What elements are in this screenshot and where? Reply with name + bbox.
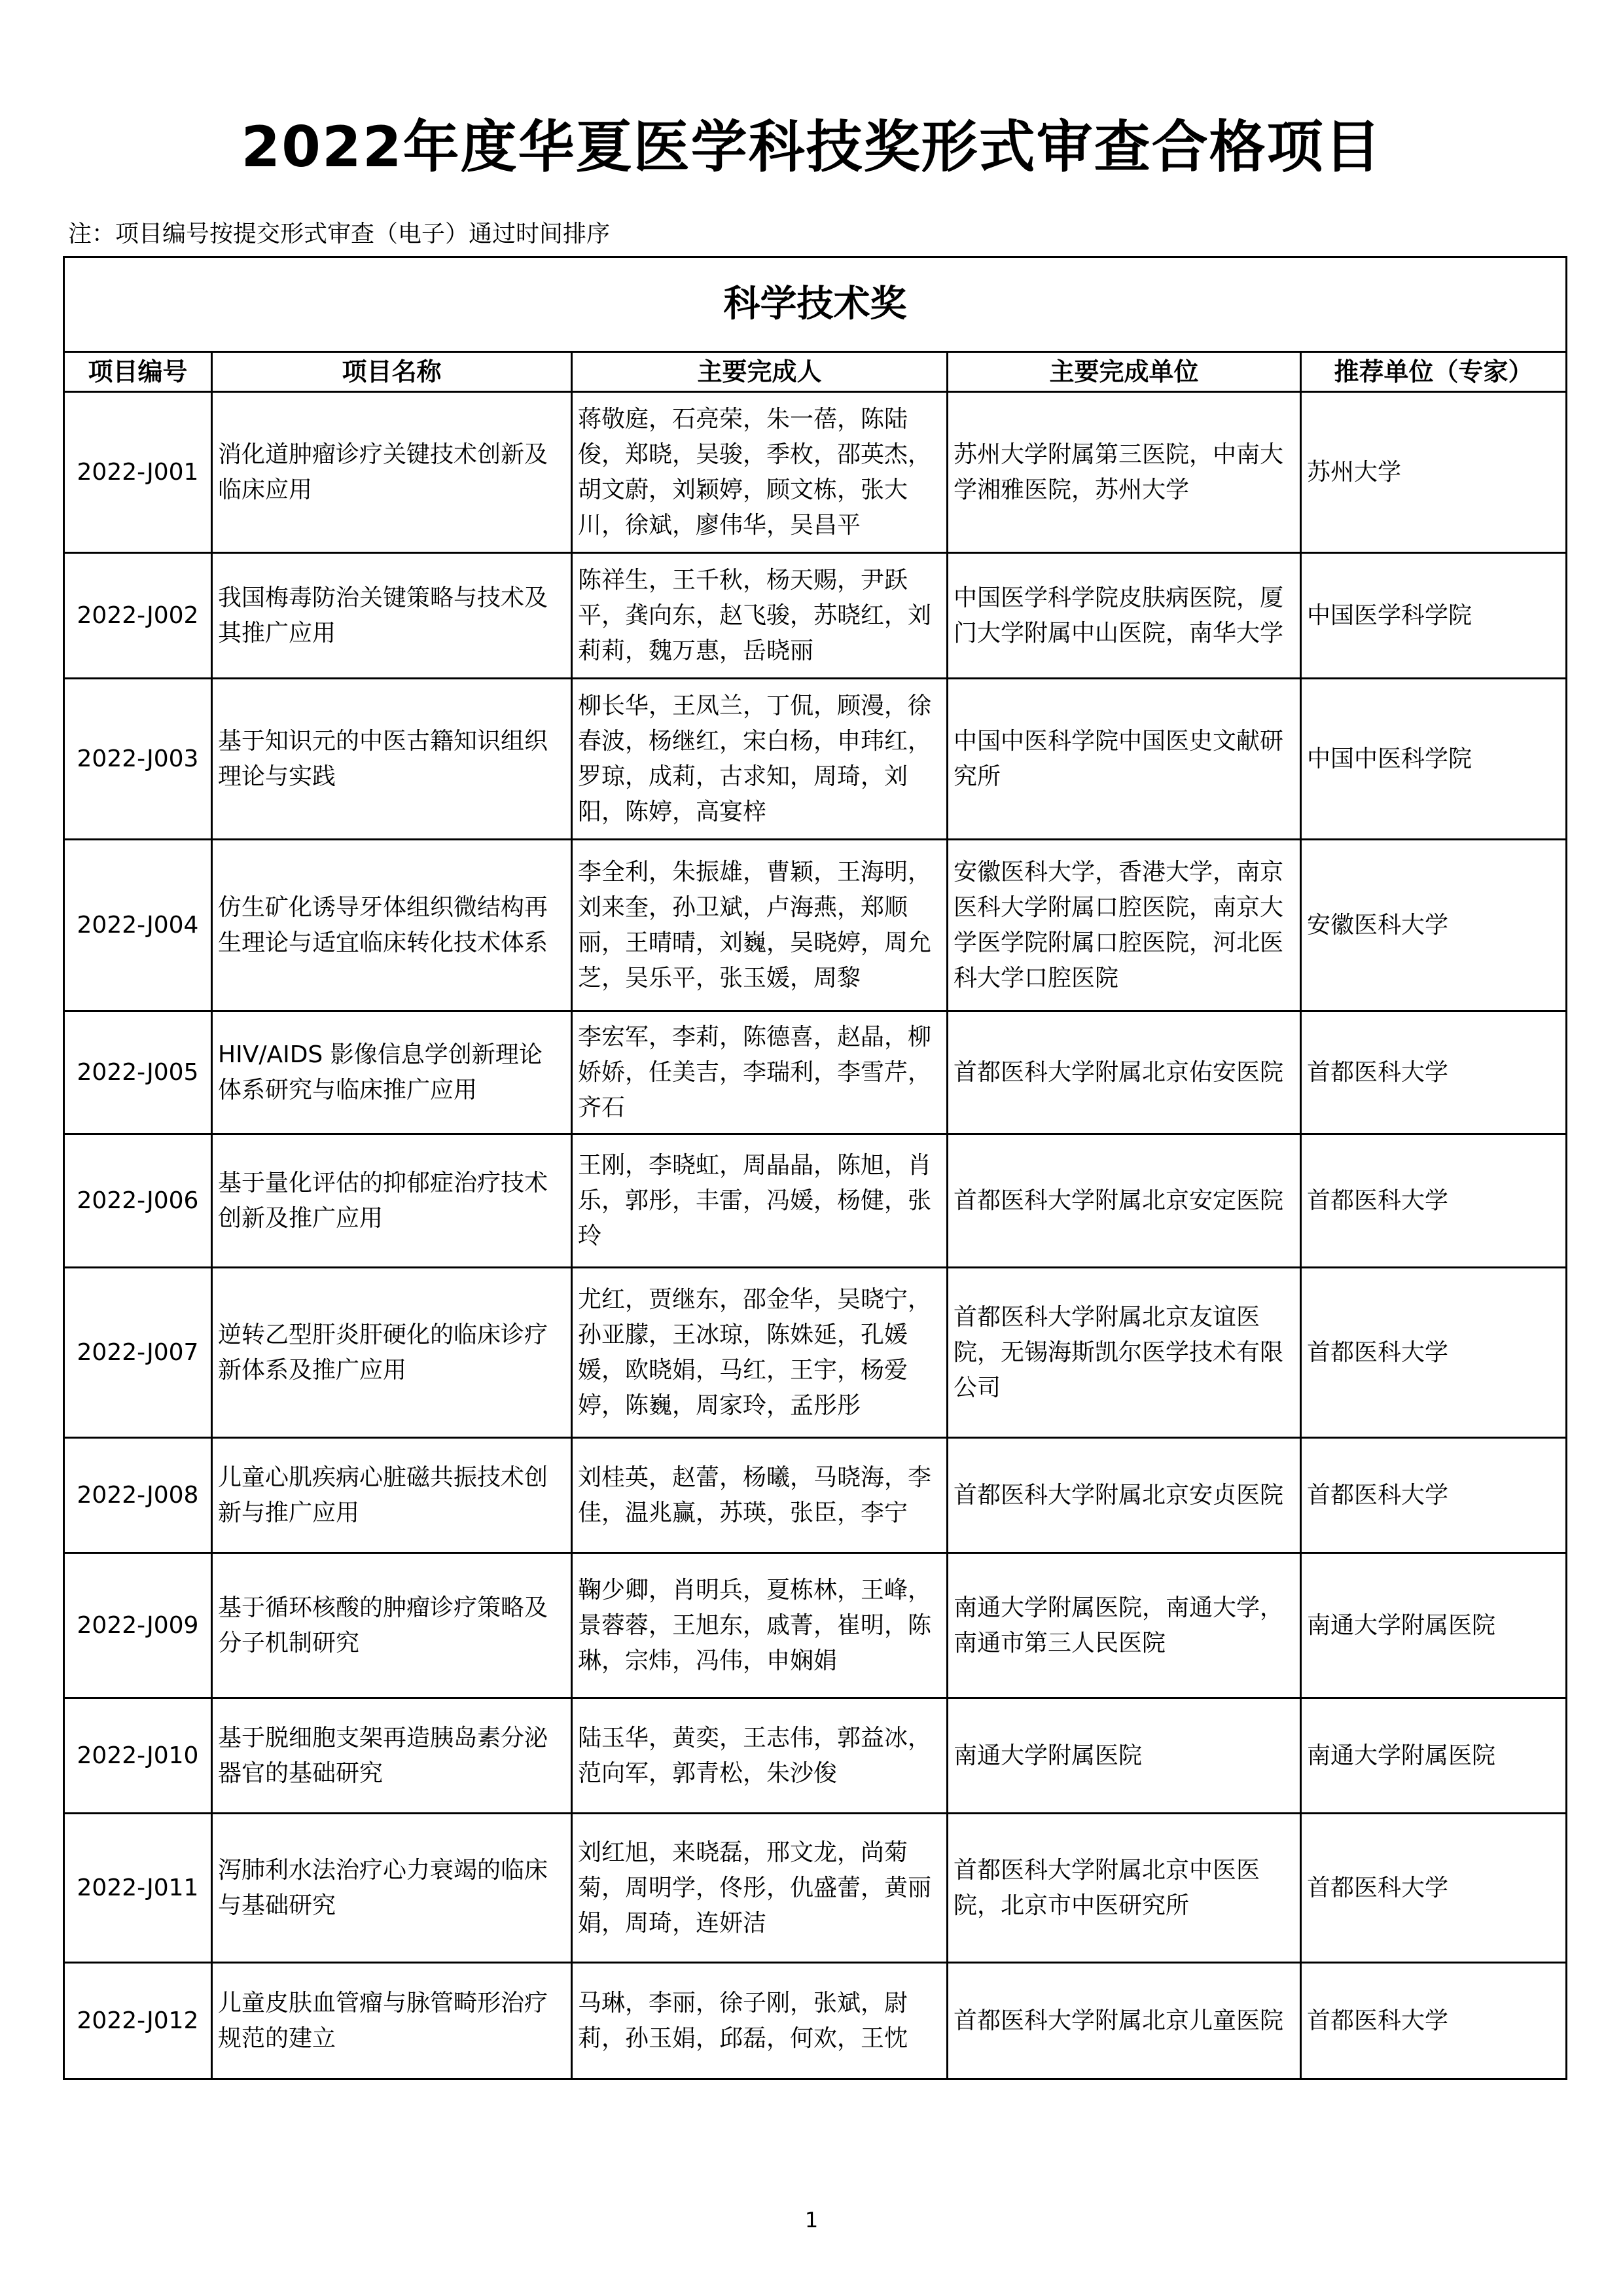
project-id: 2022-J008 <box>64 1438 212 1553</box>
recommender: 首都医科大学 <box>1301 1011 1567 1134</box>
project-id: 2022-J001 <box>64 392 212 553</box>
project-id: 2022-J012 <box>64 1963 212 2079</box>
project-id: 2022-J006 <box>64 1134 212 1268</box>
main-units: 首都医科大学附属北京佑安医院 <box>948 1011 1301 1134</box>
table-row <box>64 1963 1567 2079</box>
project-id: 2022-J004 <box>64 840 212 1011</box>
main-people: 陆玉华，黄奕，王志伟，郭益冰，范向军，郭青松，朱沙俊 <box>572 1698 948 1814</box>
main-units: 首都医科大学附属北京友谊医院，无锡海斯凯尔医学技术有限公司 <box>948 1268 1301 1438</box>
table-row <box>64 840 1567 1011</box>
col-header-id: 项目编号 <box>64 352 212 392</box>
main-people: 刘红旭，来晓磊，邢文龙，尚菊菊，周明学，佟彤，仇盛蕾，黄丽娟，周琦，连妍洁 <box>572 1814 948 1963</box>
project-name: 基于循环核酸的肿瘤诊疗策略及分子机制研究 <box>212 1553 572 1698</box>
recommender: 安徽医科大学 <box>1301 840 1567 1011</box>
table-row <box>64 392 1567 553</box>
table-row <box>64 1134 1567 1268</box>
main-units: 南通大学附属医院 <box>948 1698 1301 1814</box>
col-header-name: 项目名称 <box>212 352 572 392</box>
main-people: 刘桂英，赵蕾，杨曦，马晓海，李佳，温兆赢，苏瑛，张臣，李宁 <box>572 1438 948 1553</box>
main-people: 柳长华，王凤兰，丁侃，顾漫，徐春波，杨继红，宋白杨，申玮红，罗琼，成莉，古求知，周琦，刘阳，陈婷，高宴梓 <box>572 679 948 840</box>
main-units: 首都医科大学附属北京儿童医院 <box>948 1963 1301 2079</box>
recommender: 苏州大学 <box>1301 392 1567 553</box>
table-row <box>64 1698 1567 1814</box>
project-id: 2022-J005 <box>64 1011 212 1134</box>
main-people: 李宏军，李莉，陈德喜，赵晶，柳娇娇，任美吉，李瑞利，李雪芹，齐石 <box>572 1011 948 1134</box>
recommender: 首都医科大学 <box>1301 1814 1567 1963</box>
project-id: 2022-J009 <box>64 1553 212 1698</box>
project-id: 2022-J011 <box>64 1814 212 1963</box>
recommender: 中国中医科学院 <box>1301 679 1567 840</box>
main-units: 首都医科大学附属北京中医医院，北京市中医研究所 <box>948 1814 1301 1963</box>
table-row <box>64 679 1567 840</box>
page-title: 2022年度华夏医学科技奖形式审查合格项目 <box>241 115 1382 180</box>
project-name: 我国梅毒防治关键策略与技术及其推广应用 <box>212 553 572 679</box>
main-people: 李全利，朱振雄，曹颖，王海明，刘来奎，孙卫斌，卢海燕，郑顺丽，王晴晴，刘巍，吴晓婷，周允芝，吴乐平，张玉媛，周黎 <box>572 840 948 1011</box>
project-name: 基于知识元的中医古籍知识组织理论与实践 <box>212 679 572 840</box>
main-units: 中国中医科学院中国医史文献研究所 <box>948 679 1301 840</box>
col-header-recommender: 推荐单位（专家） <box>1301 352 1567 392</box>
project-id: 2022-J002 <box>64 553 212 679</box>
project-name: 仿生矿化诱导牙体组织微结构再生理论与适宜临床转化技术体系 <box>212 840 572 1011</box>
col-header-units: 主要完成单位 <box>948 352 1301 392</box>
recommender: 南通大学附属医院 <box>1301 1553 1567 1698</box>
main-units: 安徽医科大学，香港大学，南京医科大学附属口腔医院，南京大学医学院附属口腔医院，河北医科大学口腔医院 <box>948 840 1301 1011</box>
recommender: 南通大学附属医院 <box>1301 1698 1567 1814</box>
project-id: 2022-J010 <box>64 1698 212 1814</box>
recommender: 首都医科大学 <box>1301 1438 1567 1553</box>
recommender: 中国医学科学院 <box>1301 553 1567 679</box>
col-header-people: 主要完成人 <box>572 352 948 392</box>
award-table <box>63 256 1567 2080</box>
project-id: 2022-J007 <box>64 1268 212 1438</box>
table-row <box>64 553 1567 679</box>
table-header <box>64 352 1567 392</box>
project-name: 逆转乙型肝炎肝硬化的临床诊疗新体系及推广应用 <box>212 1268 572 1438</box>
section-title: 科学技术奖 <box>64 257 1567 352</box>
main-people: 鞠少卿，肖明兵，夏栋林，王峰，景蓉蓉，王旭东，戚菁，崔明，陈琳，宗炜，冯伟，申娴娟 <box>572 1553 948 1698</box>
main-units: 中国医学科学院皮肤病医院，厦门大学附属中山医院，南华大学 <box>948 553 1301 679</box>
main-units: 首都医科大学附属北京安贞医院 <box>948 1438 1301 1553</box>
main-people: 马琳，李丽，徐子刚，张斌，尉莉，孙玉娟，邱磊，何欢，王忱 <box>572 1963 948 2079</box>
table-row <box>64 1553 1567 1698</box>
recommender: 首都医科大学 <box>1301 1134 1567 1268</box>
project-name: 基于量化评估的抑郁症治疗技术创新及推广应用 <box>212 1134 572 1268</box>
project-name: 儿童心肌疾病心脏磁共振技术创新与推广应用 <box>212 1438 572 1553</box>
main-people: 尤红，贾继东，邵金华，吴晓宁，孙亚朦，王冰琼，陈姝延，孔媛媛，欧晓娟，马红，王宇，杨爱婷，陈巍，周家玲，孟彤彤 <box>572 1268 948 1438</box>
project-id: 2022-J003 <box>64 679 212 840</box>
main-people: 蒋敬庭，石亮荣，朱一蓓，陈陆俊，郑晓，吴骏，季枚，邵英杰，胡文蔚，刘颖婷，顾文栋，张大川，徐斌，廖伟华，吴昌平 <box>572 392 948 553</box>
table-row <box>64 1814 1567 1963</box>
main-units: 苏州大学附属第三医院，中南大学湘雅医院，苏州大学 <box>948 392 1301 553</box>
project-name: 儿童皮肤血管瘤与脉管畸形治疗规范的建立 <box>212 1963 572 2079</box>
table-row <box>64 1438 1567 1553</box>
page-number: 1 <box>804 2208 819 2233</box>
project-name: HIV/AIDS 影像信息学创新理论体系研究与临床推广应用 <box>212 1011 572 1134</box>
table-row <box>64 1011 1567 1134</box>
main-units: 南通大学附属医院，南通大学，南通市第三人民医院 <box>948 1553 1301 1698</box>
project-name: 泻肺利水法治疗心力衰竭的临床与基础研究 <box>212 1814 572 1963</box>
sort-note: 注：项目编号按提交形式审查（电子）通过时间排序 <box>68 221 611 247</box>
main-units: 首都医科大学附属北京安定医院 <box>948 1134 1301 1268</box>
project-name: 基于脱细胞支架再造胰岛素分泌器官的基础研究 <box>212 1698 572 1814</box>
recommender: 首都医科大学 <box>1301 1268 1567 1438</box>
recommender: 首都医科大学 <box>1301 1963 1567 2079</box>
project-name: 消化道肿瘤诊疗关键技术创新及临床应用 <box>212 392 572 553</box>
main-people: 王刚，李晓虹，周晶晶，陈旭，肖乐，郭彤，丰雷，冯媛，杨健，张玲 <box>572 1134 948 1268</box>
main-people: 陈祥生，王千秋，杨天赐，尹跃平，龚向东，赵飞骏，苏晓红，刘莉莉，魏万惠，岳晓丽 <box>572 553 948 679</box>
table-row <box>64 1268 1567 1438</box>
